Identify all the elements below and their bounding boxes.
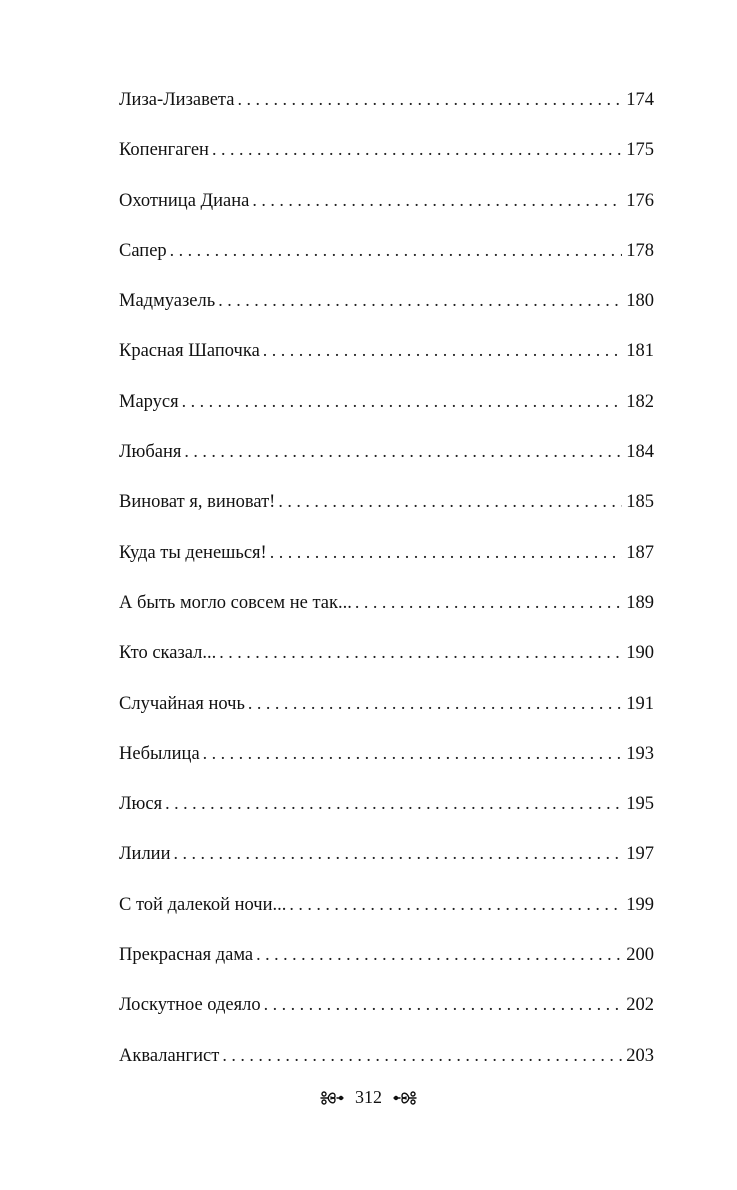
toc-entry-title: Красная Шапочка — [119, 341, 260, 362]
toc-entry-title: Копенгаген — [119, 140, 209, 161]
dot-leader — [263, 334, 622, 366]
toc-entry-page: 189 — [626, 592, 654, 613]
toc-entry-page: 187 — [626, 542, 654, 563]
toc-entry[interactable] — [119, 184, 654, 234]
toc-entry[interactable] — [119, 536, 654, 586]
toc-entry-page: 174 — [626, 90, 654, 110]
toc-entry[interactable] — [119, 586, 654, 636]
dot-leader — [212, 133, 622, 165]
toc-entry-title: Прекрасная дама — [119, 945, 254, 966]
toc-entry-page: 199 — [626, 894, 654, 915]
toc-entry-title: А быть могло совсем не так... — [119, 592, 352, 613]
toc-entry-page: 182 — [626, 391, 654, 412]
dot-leader — [219, 636, 622, 668]
dot-leader — [222, 1039, 622, 1071]
toc-entry-page: 184 — [626, 442, 654, 463]
toc-entry[interactable] — [119, 234, 654, 284]
table-of-contents — [119, 83, 654, 1089]
toc-entry[interactable] — [119, 636, 654, 686]
flourish-ornament-icon — [319, 1088, 345, 1108]
flourish-ornament-icon — [392, 1088, 418, 1108]
dot-leader — [218, 284, 622, 316]
toc-entry-title: С той далекой ночи... — [119, 894, 287, 915]
dot-leader — [278, 485, 622, 517]
toc-entry-page: 185 — [626, 492, 654, 513]
toc-entry[interactable] — [119, 787, 654, 837]
toc-entry-title: Сапер — [119, 240, 167, 261]
toc-entry-title: Лоскутное одеяло — [119, 995, 261, 1016]
dot-leader — [173, 837, 622, 869]
dot-leader — [170, 234, 623, 266]
toc-entry[interactable] — [119, 988, 654, 1038]
toc-entry-page: 195 — [626, 794, 654, 815]
dot-leader — [248, 687, 622, 719]
toc-entry[interactable] — [119, 435, 654, 485]
toc-entry-title: Маруся — [119, 391, 179, 412]
toc-entry-title: Аквалангист — [119, 1045, 220, 1066]
toc-entry[interactable] — [119, 1039, 654, 1089]
toc-entry-page: 200 — [626, 945, 654, 966]
toc-entry-title: Случайная ночь — [119, 693, 245, 714]
toc-entry[interactable] — [119, 837, 654, 887]
dot-leader — [355, 586, 622, 618]
toc-entry[interactable] — [119, 485, 654, 535]
toc-entry[interactable] — [119, 284, 654, 334]
toc-entry[interactable] — [119, 334, 654, 384]
toc-entry[interactable] — [119, 888, 654, 938]
dot-leader — [270, 536, 623, 568]
toc-entry-page: 176 — [626, 190, 654, 211]
toc-entry-title: Виноват я, виноват! — [119, 492, 276, 513]
dot-leader — [256, 938, 622, 970]
toc-entry-title: Лилии — [119, 844, 171, 865]
toc-entry-page: 191 — [626, 693, 654, 714]
toc-entry-title: Куда ты денешься! — [119, 542, 267, 563]
toc-entry-page: 178 — [626, 240, 654, 261]
toc-entry-title: Охотница Диана — [119, 190, 250, 211]
dot-leader — [289, 888, 622, 920]
dot-leader — [184, 435, 622, 467]
dot-leader — [165, 787, 622, 819]
dot-leader — [182, 385, 623, 417]
toc-entry[interactable] — [119, 687, 654, 737]
dot-leader — [203, 737, 623, 769]
toc-entry[interactable] — [119, 83, 654, 133]
toc-entry[interactable] — [119, 737, 654, 787]
toc-entry-page: 190 — [626, 643, 654, 664]
toc-entry-page: 193 — [626, 743, 654, 764]
toc-entry-page: 197 — [626, 844, 654, 865]
toc-entry[interactable] — [119, 133, 654, 183]
toc-entry-title: Любаня — [119, 442, 182, 463]
toc-entry[interactable] — [119, 938, 654, 988]
dot-leader — [252, 184, 622, 216]
dot-leader — [237, 83, 622, 115]
page-number: 312 — [355, 1087, 382, 1107]
page-footer — [0, 1087, 737, 1108]
toc-entry[interactable] — [119, 385, 654, 435]
toc-entry-title: Люся — [119, 794, 163, 815]
toc-entry-page: 175 — [626, 140, 654, 161]
toc-entry-title: Кто сказал... — [119, 643, 217, 664]
toc-entry-page: 180 — [626, 291, 654, 312]
toc-entry-page: 181 — [626, 341, 654, 362]
dot-leader — [264, 988, 623, 1020]
toc-entry-title: Лиза-Лизавета — [119, 90, 235, 110]
toc-entry-title: Мадмуазель — [119, 291, 216, 312]
toc-entry-title: Небылица — [119, 743, 200, 764]
toc-entry-page: 202 — [626, 995, 654, 1016]
toc-entry-page: 203 — [626, 1045, 654, 1066]
